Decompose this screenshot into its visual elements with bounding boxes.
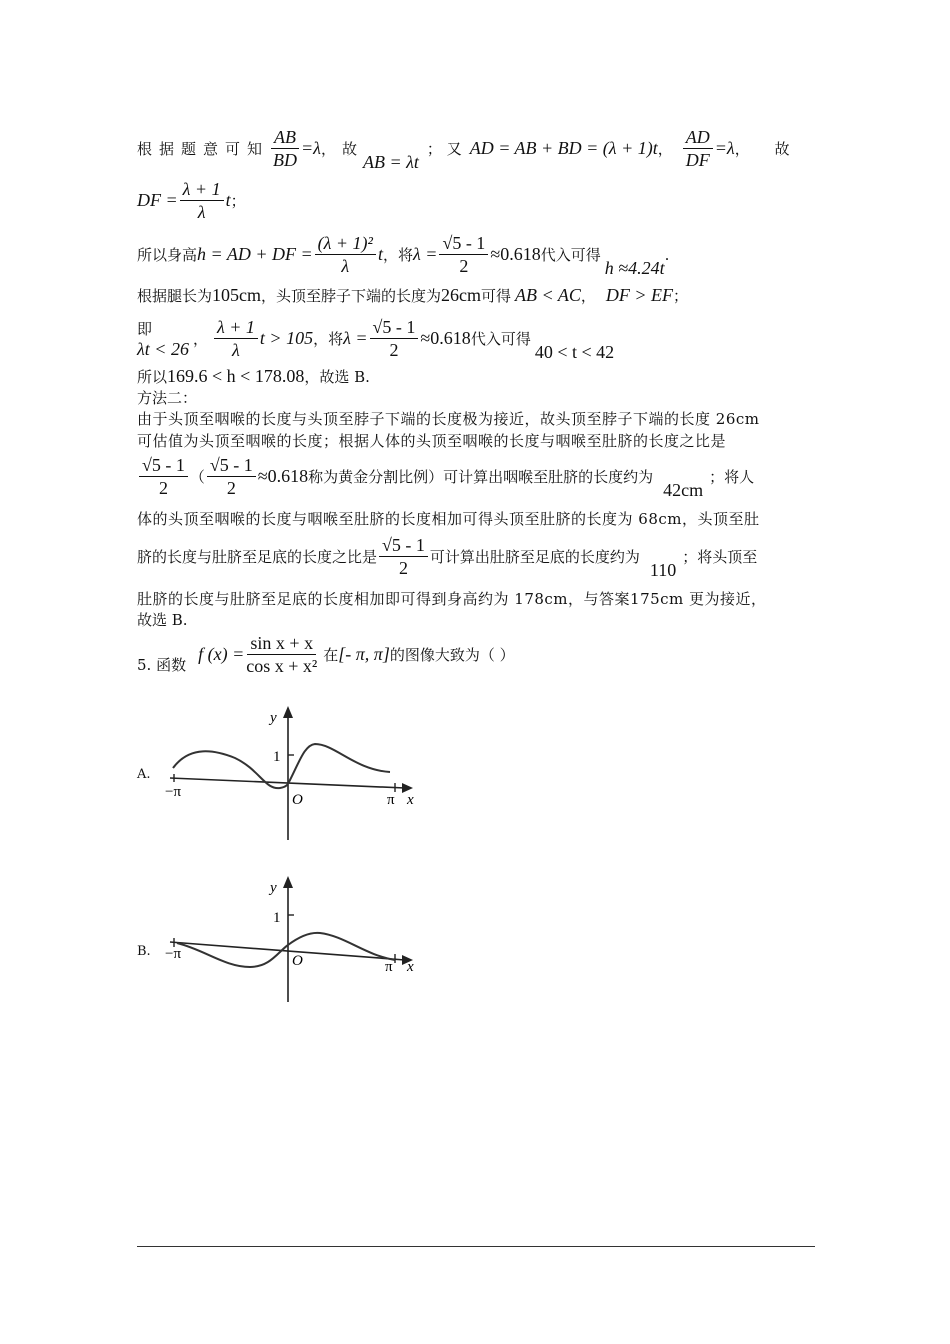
numerator: λ + 1 bbox=[214, 316, 258, 339]
denominator: 2 bbox=[226, 478, 236, 498]
text: ；将头顶至 bbox=[682, 548, 758, 566]
function-curve bbox=[173, 744, 390, 788]
x-label: x bbox=[407, 792, 414, 808]
text: ，故 bbox=[320, 140, 363, 158]
numerator: √5 - 1 bbox=[439, 232, 488, 255]
math: 40 < t < 42 bbox=[534, 342, 615, 362]
math: =λ bbox=[301, 138, 321, 158]
numerator: √5 - 1 bbox=[139, 454, 188, 477]
origin-label: O bbox=[292, 792, 303, 808]
option-b-graph[interactable] bbox=[165, 870, 425, 1015]
text: . bbox=[664, 245, 670, 264]
paragraph-line: 可估值为头顶至咽喉的长度；根据人体的头顶至咽喉的长度与咽喉至肚脐的长度之比是 bbox=[137, 432, 727, 450]
tick-label-neg-pi: −π bbox=[165, 784, 182, 800]
tick-label-pi: π bbox=[385, 959, 393, 975]
line-12 bbox=[137, 534, 757, 579]
numerator: √5 - 1 bbox=[207, 454, 256, 477]
math: λ = bbox=[343, 328, 368, 348]
value: 26cm bbox=[441, 285, 482, 305]
numerator: sin x + x bbox=[247, 632, 316, 655]
numerator: √5 - 1 bbox=[379, 534, 428, 557]
text: ， bbox=[192, 330, 208, 348]
denominator: BD bbox=[273, 150, 298, 170]
text: ，将 bbox=[382, 246, 413, 264]
math: =λ bbox=[714, 138, 735, 158]
line-1 bbox=[137, 126, 799, 171]
math: [- π, π] bbox=[338, 644, 390, 664]
text: ， bbox=[580, 287, 596, 305]
tick-label-1: 1 bbox=[273, 749, 281, 765]
math: f (x) = bbox=[198, 644, 245, 664]
tick-label-1: 1 bbox=[273, 910, 281, 926]
math: λ = bbox=[412, 244, 438, 264]
text: 在 bbox=[323, 646, 339, 664]
math: ≈0.618 bbox=[490, 244, 541, 264]
footer-divider bbox=[137, 1246, 815, 1247]
text: 所以 bbox=[137, 368, 168, 386]
paragraph-line: 体的头顶至咽喉的长度与咽喉至肚脐的长度相加可得头顶至肚脐的长度为 68cm，头顶至肚 bbox=[137, 510, 760, 528]
text: 的图像大致为（ ） bbox=[389, 646, 515, 664]
denominator: cos x + x² bbox=[246, 656, 318, 676]
math: DF = bbox=[137, 190, 178, 210]
text: ； 又 bbox=[426, 140, 462, 158]
fraction-golden bbox=[207, 454, 256, 499]
numerator: √5 - 1 bbox=[370, 316, 419, 339]
text: 代入可得 bbox=[470, 330, 531, 348]
denominator: 2 bbox=[459, 256, 469, 276]
line-10 bbox=[137, 454, 754, 499]
fraction-golden bbox=[439, 232, 488, 277]
text: 可计算出肚脐至足底的长度约为 bbox=[429, 548, 640, 566]
option-a-label[interactable]: A. bbox=[137, 767, 151, 782]
math: 169.6 < h < 178.08 bbox=[167, 366, 305, 386]
fraction-ad-df bbox=[683, 126, 713, 171]
numerator: AD bbox=[683, 126, 713, 149]
y-label: y bbox=[270, 880, 277, 896]
denominator: DF bbox=[685, 150, 710, 170]
math: ≈0.618 bbox=[257, 466, 309, 486]
value: 105cm bbox=[212, 285, 262, 305]
line-5 bbox=[137, 316, 614, 361]
text: ， 故 bbox=[734, 140, 800, 158]
option-a-graph[interactable] bbox=[165, 700, 425, 845]
question-number: 5. 函数 bbox=[137, 656, 187, 674]
y-axis-arrow-icon bbox=[283, 876, 293, 888]
denominator: λ bbox=[232, 340, 240, 360]
line-4 bbox=[137, 285, 688, 306]
line-3 bbox=[137, 232, 669, 277]
group bbox=[137, 318, 189, 360]
math: AD = AB + BD = (λ + 1)t bbox=[469, 138, 658, 158]
y-label: y bbox=[270, 710, 277, 726]
text: 根据题意可知 bbox=[137, 140, 270, 158]
math: t bbox=[225, 190, 231, 210]
denominator: 2 bbox=[389, 340, 399, 360]
y-axis-arrow-icon bbox=[283, 706, 293, 718]
line-2 bbox=[137, 178, 246, 223]
question-5 bbox=[137, 632, 515, 677]
text: ，头顶至脖子下端的长度为 bbox=[261, 287, 442, 305]
text: （ bbox=[189, 468, 205, 486]
paragraph-line: 故选 B. bbox=[137, 611, 188, 629]
math: t > 105 bbox=[259, 328, 314, 348]
math: t bbox=[377, 244, 383, 264]
line-6 bbox=[137, 366, 370, 387]
math: AB < AC bbox=[515, 285, 581, 305]
text: ，故选 B. bbox=[304, 368, 370, 386]
method-two-heading: 方法二： bbox=[137, 389, 198, 407]
text: ；将人 bbox=[709, 468, 755, 486]
text: 即 bbox=[137, 319, 153, 338]
math: AB = λt bbox=[362, 152, 419, 172]
numerator: (λ + 1)² bbox=[315, 232, 376, 255]
numerator: λ + 1 bbox=[180, 178, 224, 201]
text: 脐的长度与肚脐至足底的长度之比是 bbox=[137, 548, 378, 566]
option-b-label[interactable]: B. bbox=[137, 944, 151, 959]
denominator: λ bbox=[341, 256, 350, 276]
origin-label: O bbox=[292, 953, 303, 969]
denominator: λ bbox=[197, 202, 206, 222]
text: 称为黄金分割比例）可计算出咽喉至肚脐的长度约为 bbox=[308, 468, 654, 486]
fraction-golden bbox=[379, 534, 428, 579]
denominator: 2 bbox=[158, 478, 168, 498]
text: 可得 bbox=[481, 287, 512, 305]
math: h = AD + DF = bbox=[197, 244, 313, 264]
text: 所以身高 bbox=[137, 246, 198, 264]
math: λt < 26 bbox=[137, 338, 189, 359]
paragraph-line: 由于头顶至咽喉的长度与头顶至脖子下端的长度极为接近，故头顶至脖子下端的长度 26cm bbox=[137, 410, 760, 428]
text: 根据腿长为 bbox=[137, 287, 213, 305]
text: 代入可得 bbox=[540, 246, 601, 264]
value: 110 bbox=[649, 560, 677, 580]
text: ； bbox=[673, 287, 689, 305]
fraction bbox=[315, 232, 376, 277]
text: ； bbox=[230, 192, 246, 210]
tick-label-pi: π bbox=[387, 792, 395, 808]
function-curve bbox=[177, 933, 395, 967]
fraction-ab-bd bbox=[271, 126, 299, 171]
text: ，将 bbox=[313, 330, 344, 348]
value: 42cm bbox=[663, 480, 704, 500]
denominator: 2 bbox=[398, 558, 408, 578]
fraction bbox=[214, 316, 258, 361]
tick-label-neg-pi: −π bbox=[165, 946, 182, 962]
x-label: x bbox=[407, 959, 414, 975]
fraction-golden bbox=[139, 454, 188, 499]
math: h ≈4.24t bbox=[604, 258, 665, 278]
fraction-golden bbox=[370, 316, 419, 361]
numerator: AB bbox=[271, 126, 299, 149]
text: ， bbox=[657, 140, 673, 158]
paragraph-line: 肚脐的长度与肚脐至足底的长度相加即可得到身高约为 178cm，与答案175cm 更为接近， bbox=[137, 590, 767, 608]
math: ≈0.618 bbox=[420, 328, 471, 348]
math: DF > EF bbox=[605, 285, 674, 305]
fraction bbox=[246, 632, 317, 677]
fraction bbox=[180, 178, 224, 223]
